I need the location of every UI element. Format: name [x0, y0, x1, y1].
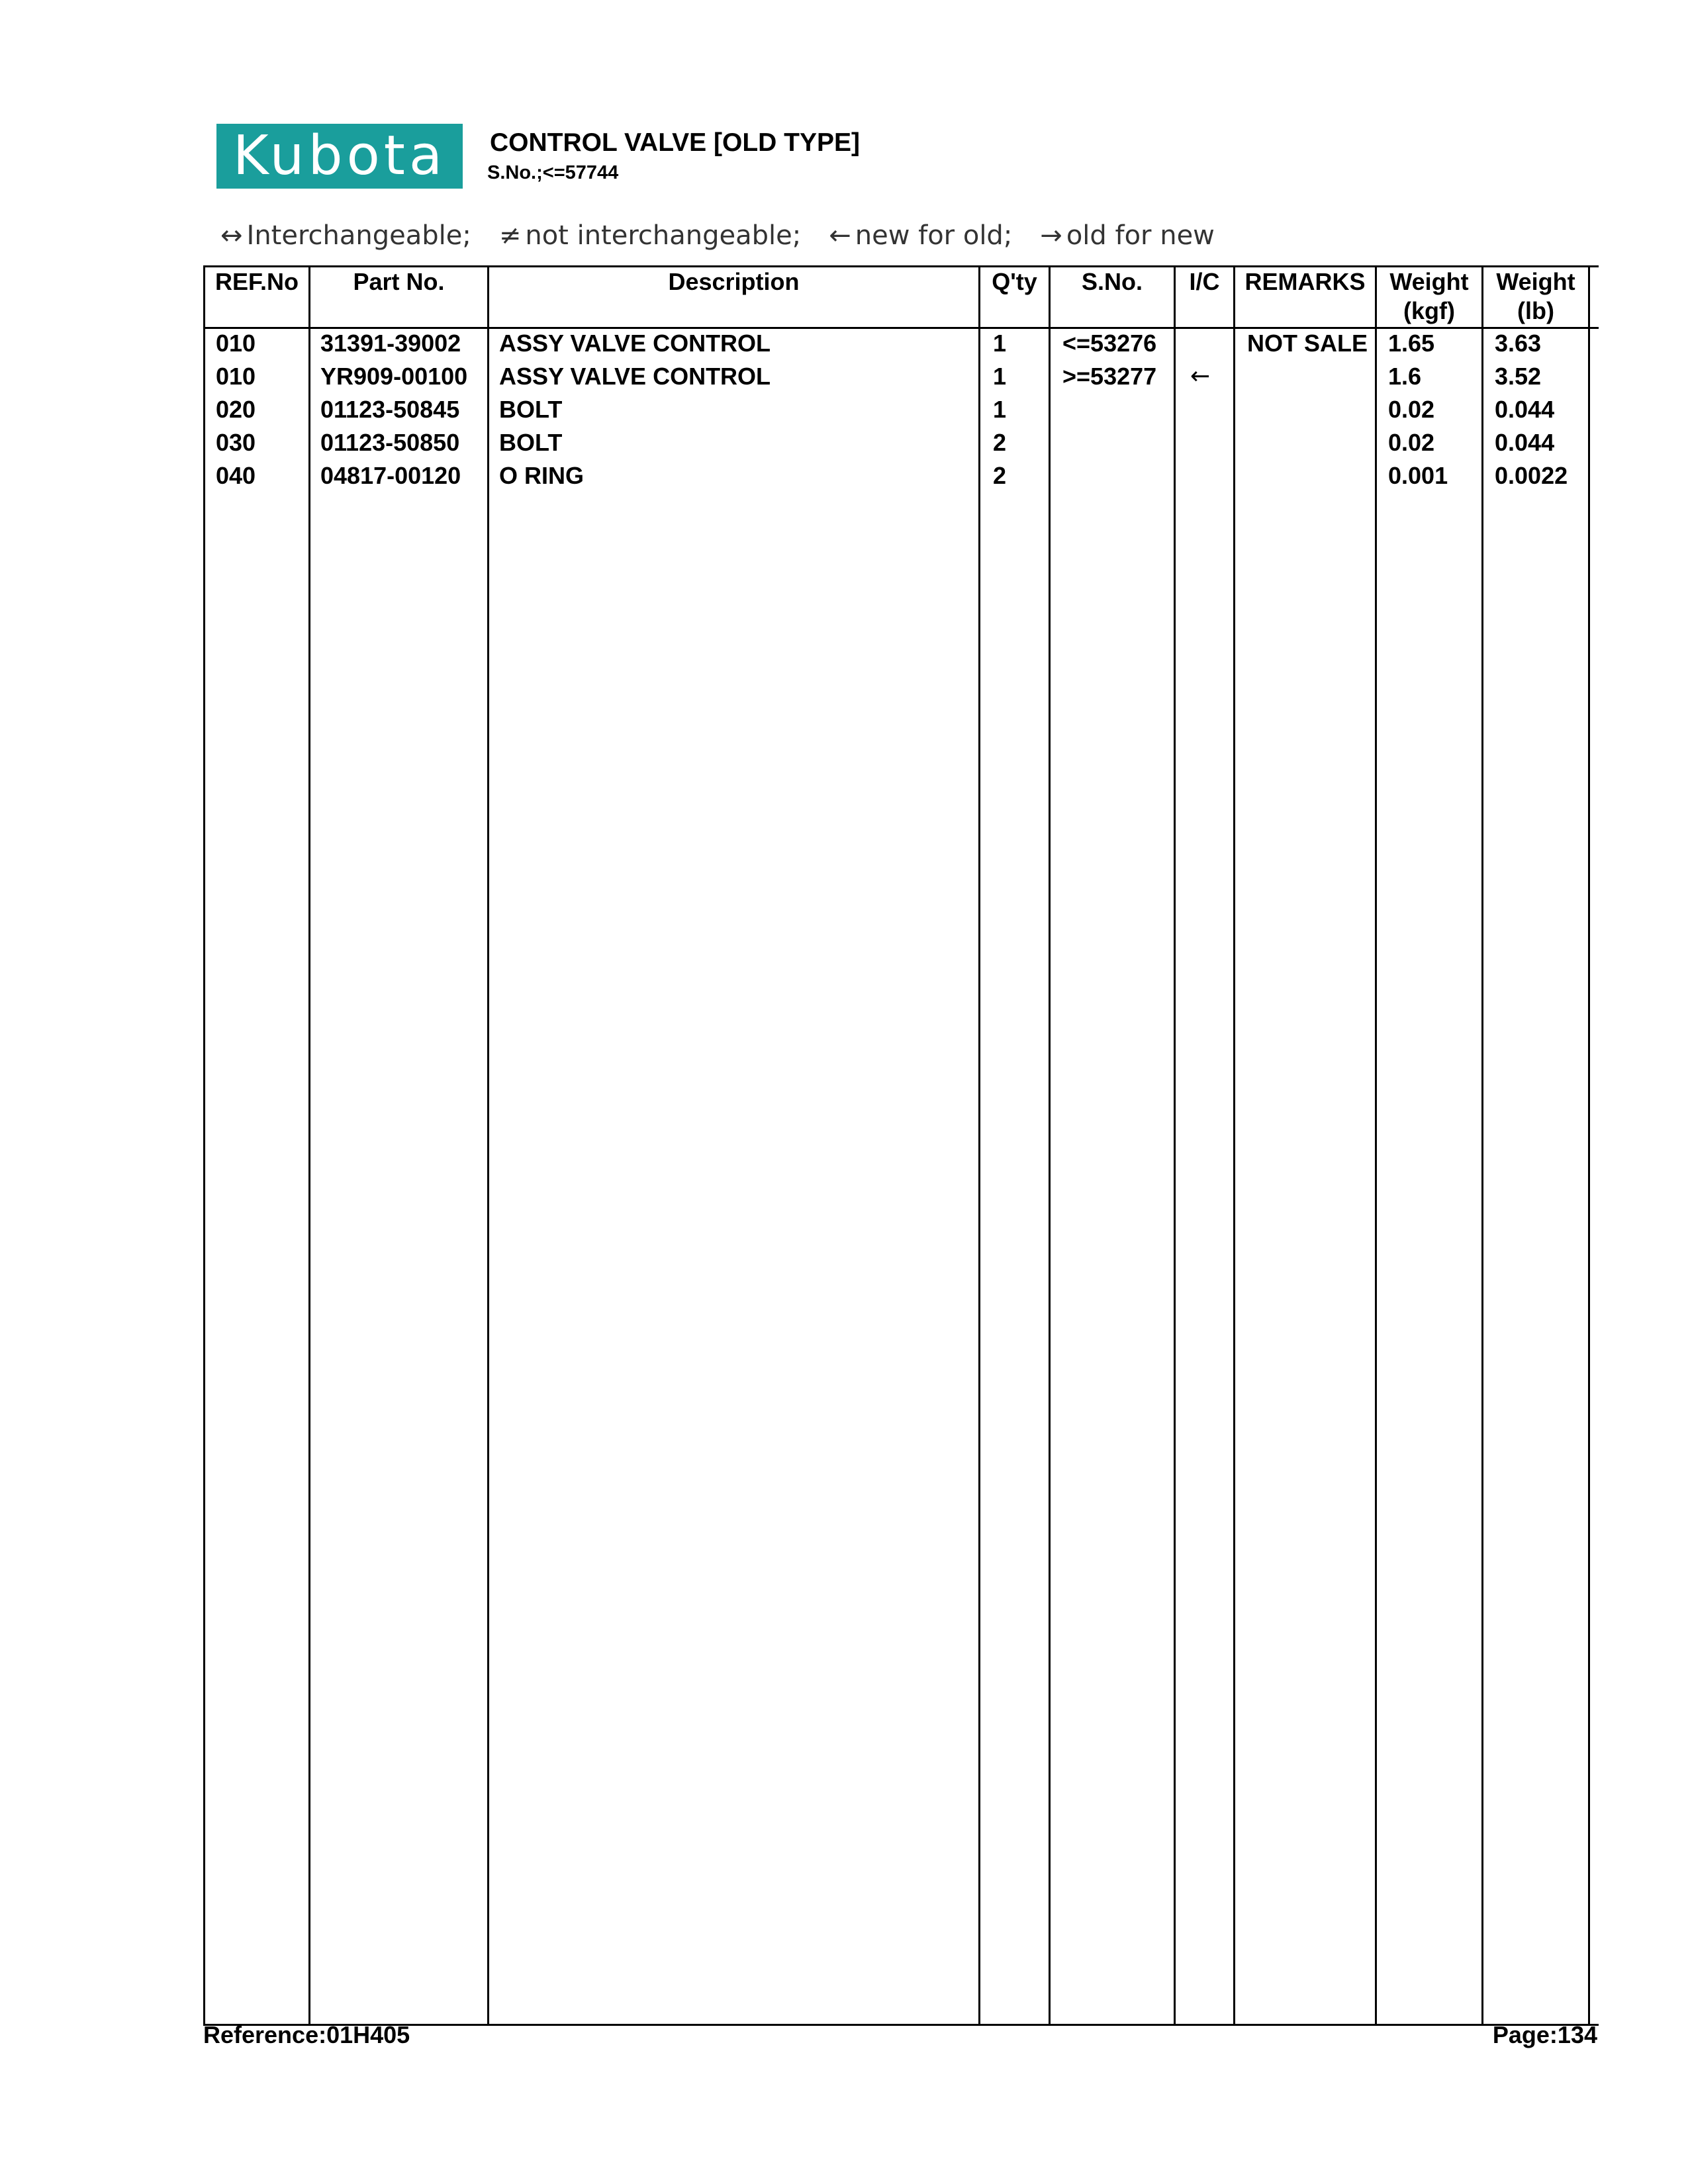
header-unit-kgf: (kgf) — [1403, 297, 1455, 324]
column-divider — [487, 265, 489, 2024]
cell-part-no: 31391-39002 — [320, 330, 461, 357]
cell-weight-kgf: 0.02 — [1388, 396, 1435, 423]
legend-label: old for new — [1066, 220, 1215, 251]
cell-ref-no: 040 — [216, 462, 256, 489]
cell-weight-kgf: 1.6 — [1388, 363, 1422, 390]
cell-weight-lb: 0.044 — [1495, 396, 1555, 423]
column-divider — [308, 265, 310, 2024]
header-ref-no: REF.No — [215, 268, 299, 295]
header-quantity: Q'ty — [992, 268, 1037, 295]
column-divider — [1375, 265, 1377, 2024]
column-divider — [1174, 265, 1176, 2024]
cell-part-no: 01123-50845 — [320, 396, 460, 423]
cell-description: O RING — [499, 462, 585, 489]
serial-range: S.No.;<=57744 — [487, 162, 619, 183]
legend-interchangeable — [220, 220, 471, 251]
cell-weight-kgf: 0.001 — [1388, 462, 1448, 489]
table-row — [0, 393, 1688, 426]
cell-remarks: NOT SALE — [1247, 330, 1368, 357]
cell-serial-no: >=53277 — [1062, 363, 1157, 390]
parts-table — [203, 265, 1599, 2026]
legend-old-for-new — [1040, 220, 1215, 251]
page-title: CONTROL VALVE [OLD TYPE] — [490, 128, 861, 157]
cell-description: BOLT — [499, 429, 563, 456]
new-for-old-arrow-icon: ← — [1190, 363, 1211, 390]
header-serial-no: S.No. — [1081, 268, 1143, 295]
cell-quantity: 2 — [993, 462, 1007, 489]
legend-not-interchangeable — [499, 220, 801, 251]
cell-part-no: 04817-00120 — [320, 462, 461, 489]
cell-quantity: 1 — [993, 363, 1007, 390]
header-interchangeability: I/C — [1189, 268, 1220, 295]
legend-label: Interchangeable; — [246, 220, 471, 251]
reference-code: Reference:01H405 — [203, 2021, 410, 2048]
left-arrow-icon: ← — [829, 220, 851, 251]
legend-label: not interchangeable; — [525, 220, 802, 251]
column-divider — [1481, 265, 1483, 2024]
cell-quantity: 2 — [993, 429, 1007, 456]
header-weight-lb — [1483, 267, 1588, 326]
cell-ref-no: 030 — [216, 429, 256, 456]
cell-weight-lb: 0.0022 — [1495, 462, 1568, 489]
header-part-no: Part No. — [353, 268, 445, 295]
cell-weight-lb: 3.63 — [1495, 330, 1542, 357]
cell-ref-no: 020 — [216, 396, 256, 423]
cell-quantity: 1 — [993, 330, 1007, 357]
not-equal-icon: ≠ — [498, 220, 522, 251]
header-weight-kgf — [1377, 267, 1481, 326]
table-row — [0, 426, 1688, 459]
header-unit-lb: (lb) — [1517, 297, 1554, 324]
cell-ref-no: 010 — [216, 330, 256, 357]
right-arrow-icon: → — [1040, 220, 1062, 251]
column-divider — [203, 265, 205, 2024]
cell-serial-no: <=53276 — [1062, 330, 1157, 357]
kubota-logo — [216, 124, 463, 189]
cell-quantity: 1 — [993, 396, 1007, 423]
table-row — [0, 360, 1688, 393]
table-row — [0, 327, 1688, 360]
cell-ref-no: 010 — [216, 363, 256, 390]
cell-part-no: YR909-00100 — [320, 363, 468, 390]
logo-text: Kubota — [232, 124, 447, 187]
column-divider — [978, 265, 980, 2024]
column-divider — [1049, 265, 1051, 2024]
header-description: Description — [668, 268, 800, 295]
header-remarks: REMARKS — [1244, 268, 1366, 295]
cell-weight-lb: 0.044 — [1495, 429, 1555, 456]
cell-description: BOLT — [499, 396, 563, 423]
header-weight-label: Weight — [1389, 268, 1469, 295]
cell-weight-lb: 3.52 — [1495, 363, 1542, 390]
column-divider — [1588, 265, 1590, 2024]
cell-weight-kgf: 0.02 — [1388, 429, 1435, 456]
page-number: Page:134 — [1492, 2021, 1597, 2048]
double-arrow-icon: ↔ — [220, 220, 243, 251]
column-divider — [1233, 265, 1235, 2024]
cell-description: ASSY VALVE CONTROL — [499, 330, 771, 357]
legend-new-for-old — [829, 220, 1012, 251]
cell-weight-kgf: 1.65 — [1388, 330, 1435, 357]
legend-label: new for old; — [855, 220, 1013, 251]
header-weight-label: Weight — [1496, 268, 1575, 295]
interchangeability-legend — [220, 218, 1243, 253]
table-row — [0, 459, 1688, 492]
cell-part-no: 01123-50850 — [320, 429, 460, 456]
cell-description: ASSY VALVE CONTROL — [499, 363, 771, 390]
